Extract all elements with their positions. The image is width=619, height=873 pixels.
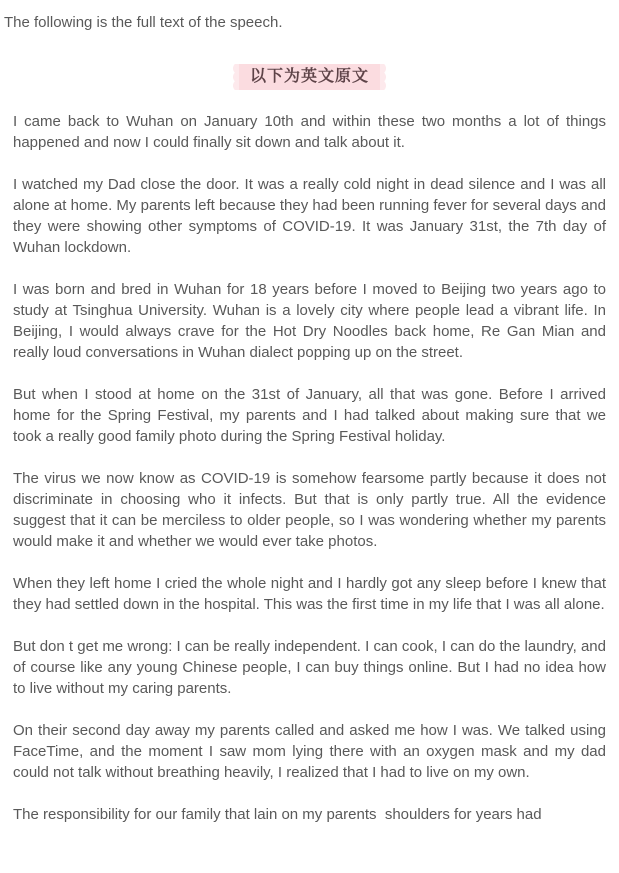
speech-paragraph: I watched my Dad close the door. It was a really cold night in dead silence and I was all alone at home. My parents left because they had been running fever for several days and they were showing other symptoms of COVID-19. It was January 31st, the 7th day of Wuhan lockdown. (13, 176, 606, 256)
speech-paragraph: But when I stood at home on the 31st of January, all that was gone. Before I arrived home for the Spring Festival, my parents and I had talked about making sure that we took a really good family photo during the Spring Festival holiday. (13, 386, 606, 445)
section-ribbon-badge: 以下为英文原文 (239, 64, 380, 90)
speech-paragraph: The virus we now know as COVID-19 is somehow fearsome partly because it does not discriminate in choosing who it infects. But that is only partly true. All the evidence suggest that it can be merciless to older people, so I was wondering whether my parents would make it and whether we would ever take photos. (13, 470, 606, 550)
speech-body (0, 111, 619, 825)
speech-paragraph: On their second day away my parents called and asked me how I was. We talked using FaceTime, and the moment I saw mom lying there with an oxygen mask and my dad could not talk without breathing heavily, I realized that I had to live on my own. (13, 722, 606, 781)
speech-paragraph: I came back to Wuhan on January 10th and within these two months a lot of things happened and now I could finally sit down and talk about it. (13, 113, 606, 151)
badge-row (0, 64, 619, 90)
speech-paragraph: The responsibility for our family that lain on my parents shoulders for years had (13, 806, 542, 823)
speech-paragraph: I was born and bred in Wuhan for 18 years before I moved to Beijing two years ago to study at Tsinghua University. Wuhan is a lovely city where people lead a vibrant life. In Beijing, I would always crave for the Hot Dry Noodles back home, Re Gan Mian and really loud conversations in Wuhan dialect popping up on the street. (13, 281, 606, 361)
intro-text: The following is the full text of the speech. (4, 14, 283, 31)
speech-paragraph: When they left home I cried the whole night and I hardly got any sleep before I knew that they had settled down in the hospital. This was the first time in my life that I was all alone. (13, 575, 606, 613)
speech-paragraph: But don t get me wrong: I can be really independent. I can cook, I can do the laundry, and of course like any young Chinese people, I can buy things online. But I had no idea how to live without my caring parents. (13, 638, 606, 697)
